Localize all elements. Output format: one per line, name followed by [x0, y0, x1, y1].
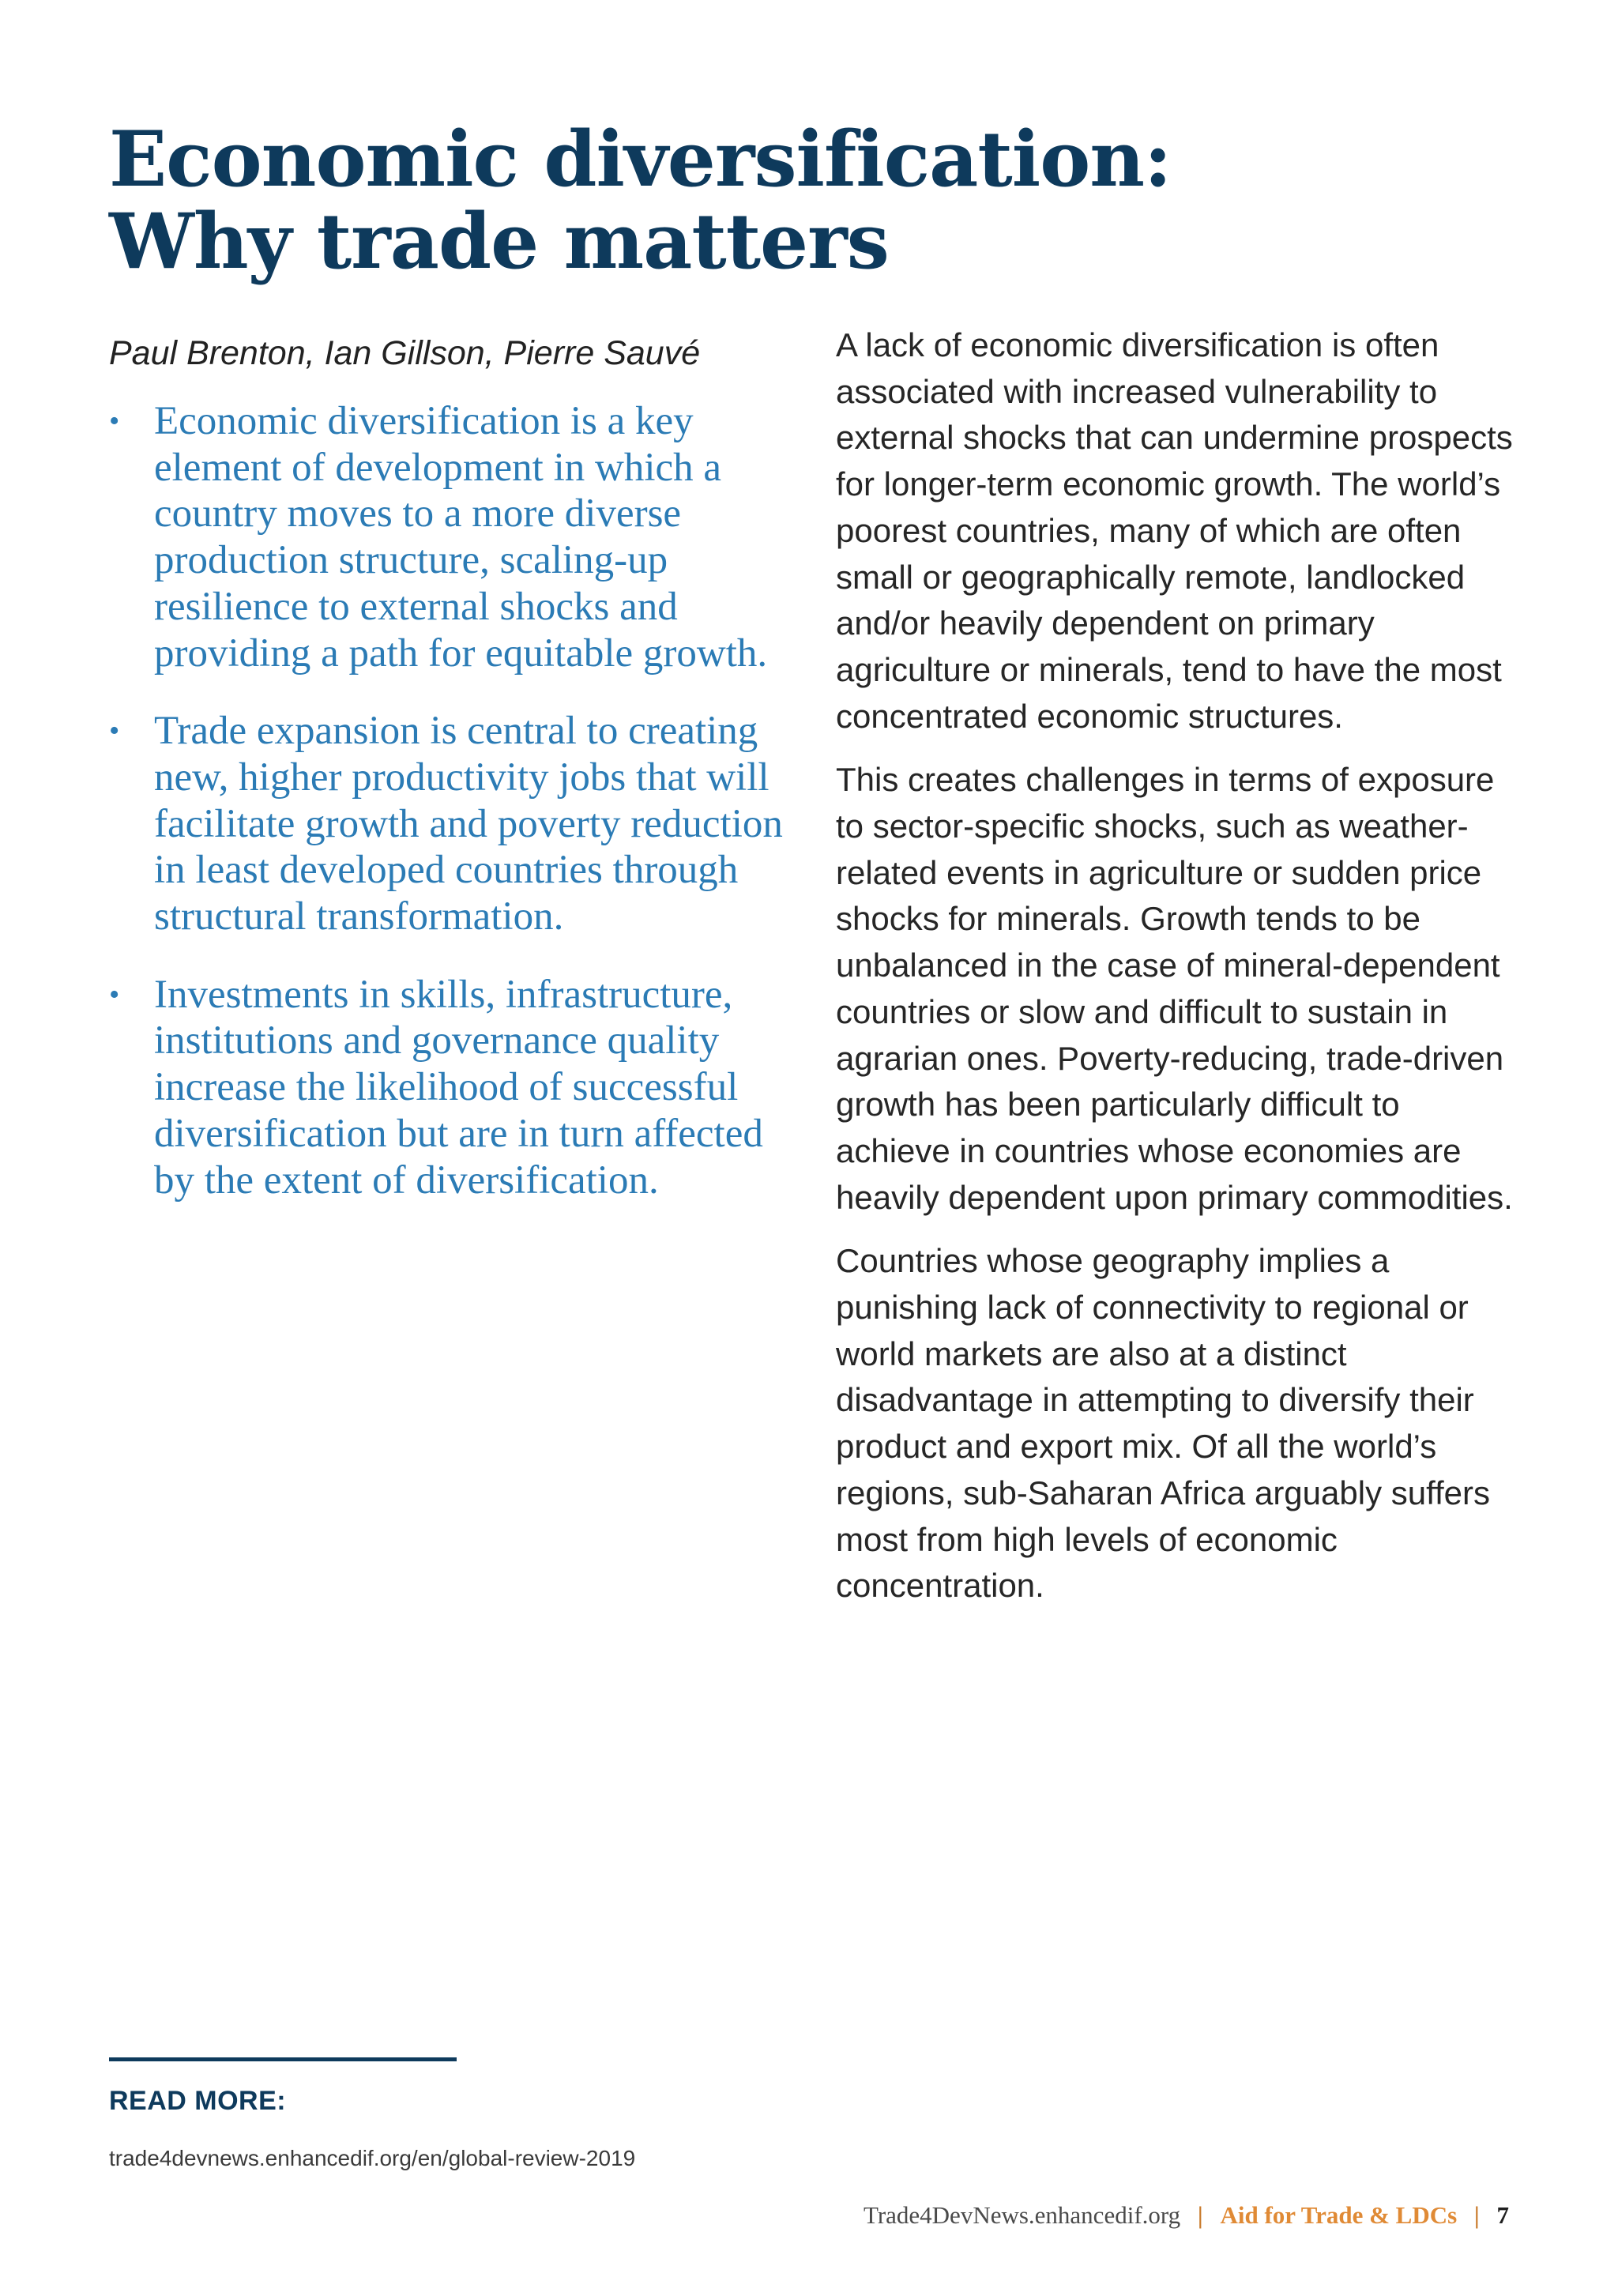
key-point-text: Trade expansion is central to creating new, higher productivity jobs that will facilitate growth and poverty reduction in least developed countries through structural transformation. [154, 709, 783, 939]
footer-site-link[interactable]: Trade4DevNews.enhancedif.org [863, 2201, 1181, 2229]
body-paragraph: This creates challenges in terms of exposure to sector-specific shocks, such as weather-related events in agriculture or sudden price shocks for minerals. Growth tends to be unbalanced in the case of mineral-dependent countries or slow and difficult to sustain in agrarian ones. Poverty-reducing, trade-driven growth has been particularly difficult to achieve in countries whose economies are heavily dependent upon primary commodities. [836, 761, 1513, 1216]
body-text-column [836, 322, 1515, 1627]
bullet-icon: • [109, 977, 120, 1011]
page-title [109, 115, 1373, 286]
bullet-icon: • [109, 714, 120, 748]
read-more-label: READ MORE: [109, 2086, 287, 2116]
body-paragraph: Countries whose geography implies a punishing lack of connectivity to regional or world markets are also at a distinct disadvantage in attempting to diversify their product and export mix. Of all the world’s regions, sub-Saharan Africa arguably suffers most from high levels of economic concentration. [836, 1242, 1491, 1605]
author-byline: Paul Brenton, Ian Gillson, Pierre Sauvé [109, 334, 701, 372]
footer-separator: | [1197, 2201, 1203, 2229]
bullet-icon: • [109, 405, 120, 438]
title-line-1: Economic diversification: [109, 115, 1172, 204]
key-point [109, 972, 804, 1204]
key-point [109, 708, 804, 940]
page-number: 7 [1496, 2201, 1509, 2229]
footer-separator: | [1473, 2201, 1480, 2229]
key-points-list [109, 398, 804, 1235]
footer-publication-title: Aid for Trade & LDCs [1220, 2201, 1458, 2229]
title-line-2: Why trade matters [109, 197, 889, 286]
key-point-text: Investments in skills, infrastructure, institutions and governance quality increase the likelihood of successful diversification but are in turn affected by the extent of diversification. [154, 972, 763, 1203]
body-paragraph: A lack of economic diversification is often associated with increased vulnerability to external shocks that can undermine prospects for longer-term economic growth. The world’s poorest countries, many of which are often small or geographically remote, landlocked and/or heavily dependent on primary agriculture or minerals, tend to have the most concentrated economic structures. [836, 326, 1513, 735]
key-point [109, 398, 804, 676]
read-more-link[interactable]: trade4devnews.enhancedif.org/en/global-review-2019 [109, 2146, 636, 2170]
read-more-divider [109, 2057, 457, 2061]
key-point-text: Economic diversification is a key element of development in which a country moves to a more diverse production structure, scaling-up resilience to external shocks and providing a path for equitable growth. [154, 399, 768, 676]
page-footer [864, 2201, 1509, 2230]
